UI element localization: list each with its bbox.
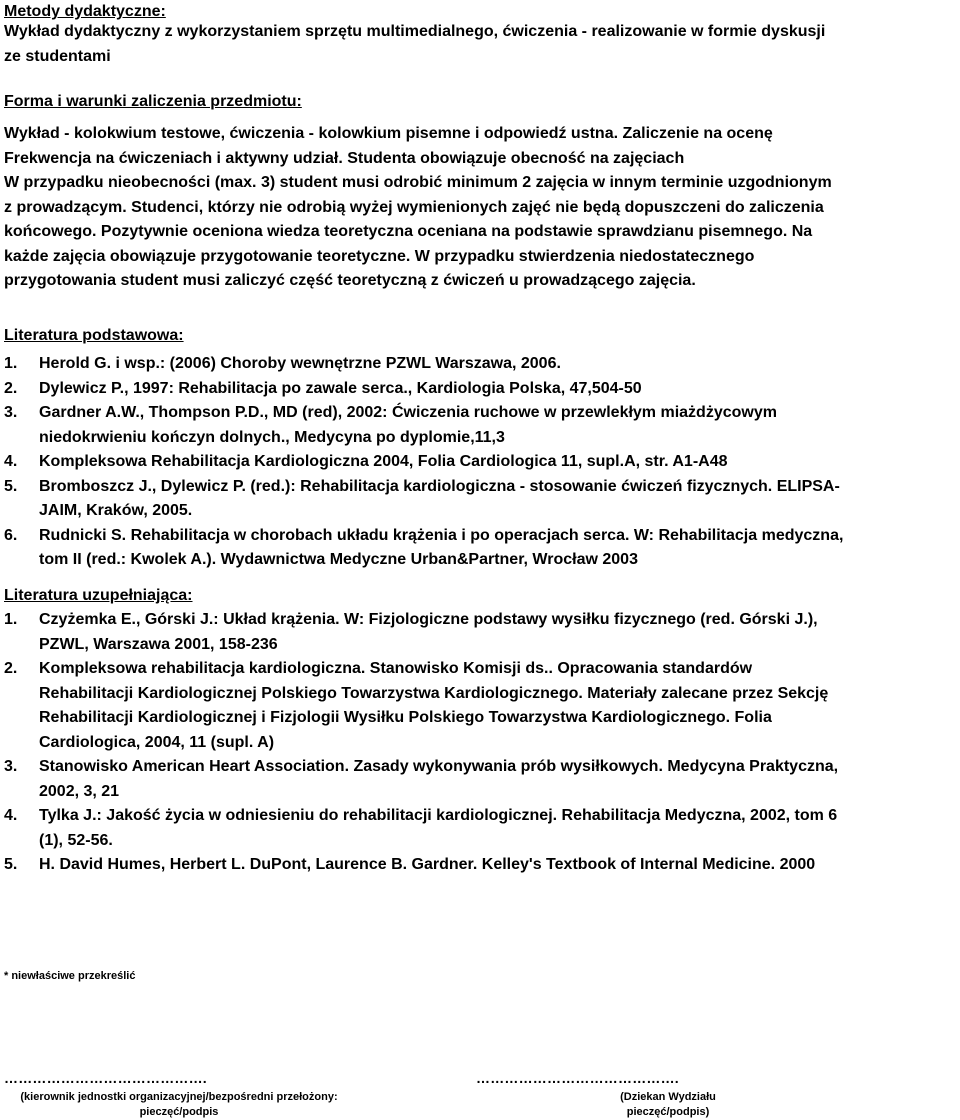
item-text xyxy=(39,377,954,402)
assessment-text xyxy=(4,122,954,294)
item-number: 5. xyxy=(4,477,18,495)
assessment-line: z prowadzącym. Studenci, którzy nie odrobią wyżej wymienionych zajęć nie będą dopuszczeni do zaliczenia xyxy=(4,198,824,216)
supplementary-literature-heading: Literatura uzupełniająca: xyxy=(4,587,193,604)
item-line: tom II (red.: Kwolek A.). Wydawnictwa Medyczne Urban&Partner, Wrocław 2003 xyxy=(39,551,638,568)
item-line: Kompleksowa Rehabilitacja Kardiologiczna 2004, Folia Cardiologica 11, supl.A, str. A1-A48 xyxy=(39,453,728,470)
item-number: 3. xyxy=(4,404,18,421)
item-line: Cardiologica, 2004, 11 (supl. A) xyxy=(39,733,275,751)
item-line: Rehabilitacji Kardiologicznej Polskiego Towarzystwa Kardiologicznego. Materiały zalecane przez Sekcję xyxy=(39,684,829,702)
list-item xyxy=(4,804,954,853)
assessment-heading: Forma i warunki zaliczenia przedmiotu: xyxy=(4,93,302,110)
left-signature-subcaption: pieczęć/podpis xyxy=(139,1106,219,1118)
list-item xyxy=(4,608,954,657)
item-line: H. David Humes, Herbert L. DuPont, Laurence B. Gardner. Kelley's Textbook of Internal Medicine. 2000 xyxy=(39,856,816,873)
basic-literature-heading: Literatura podstawowa: xyxy=(4,327,184,344)
methods-heading: Metody dydaktyczne: xyxy=(4,3,166,20)
list-item xyxy=(4,401,954,450)
item-line: Herold G. i wsp.: (2006) Choroby wewnętrzne PZWL Warszawa, 2006. xyxy=(39,355,561,372)
item-number: 2. xyxy=(4,660,18,677)
item-number: 5. xyxy=(4,856,18,873)
supplementary-literature-list xyxy=(4,608,954,878)
basic-literature-list xyxy=(4,352,954,573)
methods-line: Wykład dydaktyczny z wykorzystaniem sprzętu multimedialnego, ćwiczenia - realizowanie w formie dyskusji xyxy=(4,23,826,40)
item-number: 1. xyxy=(4,611,18,628)
list-item xyxy=(4,352,954,377)
item-text xyxy=(39,450,954,475)
item-number: 3. xyxy=(4,758,18,775)
item-line: JAIM, Kraków, 2005. xyxy=(39,502,193,519)
item-line: Czyżemka E., Górski J.: Układ krążenia. W: Fizjologiczne podstawy wysiłku fizycznego (red. Górski J.), xyxy=(39,611,818,628)
item-line: Kompleksowa rehabilitacja kardiologiczna. Stanowisko Komisji ds.. Opracowania standardów xyxy=(39,660,753,677)
item-number: 2. xyxy=(4,379,18,397)
list-item xyxy=(4,755,954,804)
right-signature-line: ……………………………………. xyxy=(476,1070,679,1086)
list-item xyxy=(4,475,954,524)
item-text xyxy=(39,657,954,755)
item-line: Rehabilitacji Kardiologicznej i Fizjologii Wysiłku Polskiego Towarzystwa Kardiologicznego. Folia xyxy=(39,709,772,726)
item-text xyxy=(39,524,954,573)
item-number: 4. xyxy=(4,453,18,470)
assessment-line: W przypadku nieobecności (max. 3) student musi odrobić minimum 2 zajęcia w innym terminie uzgodnionym xyxy=(4,174,832,191)
methods-text xyxy=(4,20,954,69)
assessment-line: każde zajęcia obowiązuje przygotowanie teoretyczne. W przypadku stwierdzenia niedostatecznego xyxy=(4,247,755,265)
list-item xyxy=(4,853,954,878)
item-line: PZWL, Warszawa 2001, 158-236 xyxy=(39,635,278,653)
item-text xyxy=(39,608,954,657)
right-signature-caption: (Dziekan Wydziału xyxy=(620,1091,716,1103)
list-item xyxy=(4,377,954,402)
item-text xyxy=(39,804,954,853)
right-signature-label xyxy=(578,1090,758,1120)
item-line: Dylewicz P., 1997: Rehabilitacja po zawale serca., Kardiologia Polska, 47,504-50 xyxy=(39,379,642,397)
item-line: Gardner A.W., Thompson P.D., MD (red), 2002: Ćwiczenia ruchowe w przewlekłym miażdżycowym xyxy=(39,404,777,421)
item-number: 1. xyxy=(4,355,18,372)
item-line: Rudnicki S. Rehabilitacja w chorobach układu krążenia i po operacjach serca. W: Rehabilitacja medyczna, xyxy=(39,526,844,544)
item-line: 2002, 3, 21 xyxy=(39,782,120,800)
item-text xyxy=(39,352,954,377)
left-signature-line: ……………………………………. xyxy=(4,1070,207,1086)
assessment-line: Wykład - kolokwium testowe, ćwiczenia - kolowkium pisemne i odpowiedź ustna. Zaliczenie na ocenę xyxy=(4,125,773,142)
list-item xyxy=(4,524,954,573)
item-line: Stanowisko American Heart Association. Zasady wykonywania prób wysiłkowych. Medycyna Praktyczna, xyxy=(39,758,839,775)
item-number: 6. xyxy=(4,526,18,544)
item-text xyxy=(39,755,954,804)
item-text xyxy=(39,475,954,524)
assessment-line: Frekwencja na ćwiczeniach i aktywny udział. Studenta obowiązuje obecność na zajęciach xyxy=(4,149,685,167)
item-line: Tylka J.: Jakość życia w odniesieniu do rehabilitacji kardiologicznej. Rehabilitacja Medyczna, 2002, tom 6 xyxy=(39,807,838,824)
assessment-line: przygotowania student musi zaliczyć część teoretyczną z ćwiczeń u prowadzącego zajęcia. xyxy=(4,272,696,289)
list-item xyxy=(4,450,954,475)
list-item xyxy=(4,657,954,755)
item-number: 4. xyxy=(4,807,18,824)
item-text xyxy=(39,401,954,450)
left-signature-label xyxy=(14,1090,344,1120)
item-text xyxy=(39,853,954,878)
item-line: niedokrwieniu kończyn dolnych., Medycyna po dyplomie,11,3 xyxy=(39,428,505,446)
left-signature-caption: (kierownik jednostki organizacyjnej/bezpośredni przełożony: xyxy=(20,1091,338,1103)
right-signature-subcaption: pieczęć/podpis) xyxy=(626,1106,710,1118)
item-line: (1), 52-56. xyxy=(39,831,113,849)
methods-line: ze studentami xyxy=(4,47,111,65)
footnote: * niewłaściwe przekreślić xyxy=(4,970,136,982)
item-line: Bromboszcz J., Dylewicz P. (red.): Rehabilitacja kardiologiczna - stosowanie ćwiczeń fizycznych. ELIPSA- xyxy=(39,477,840,495)
assessment-line: końcowego. Pozytywnie oceniona wiedza teoretyczna oceniana na podstawie sprawdzianu pisemnego. Na xyxy=(4,223,813,240)
